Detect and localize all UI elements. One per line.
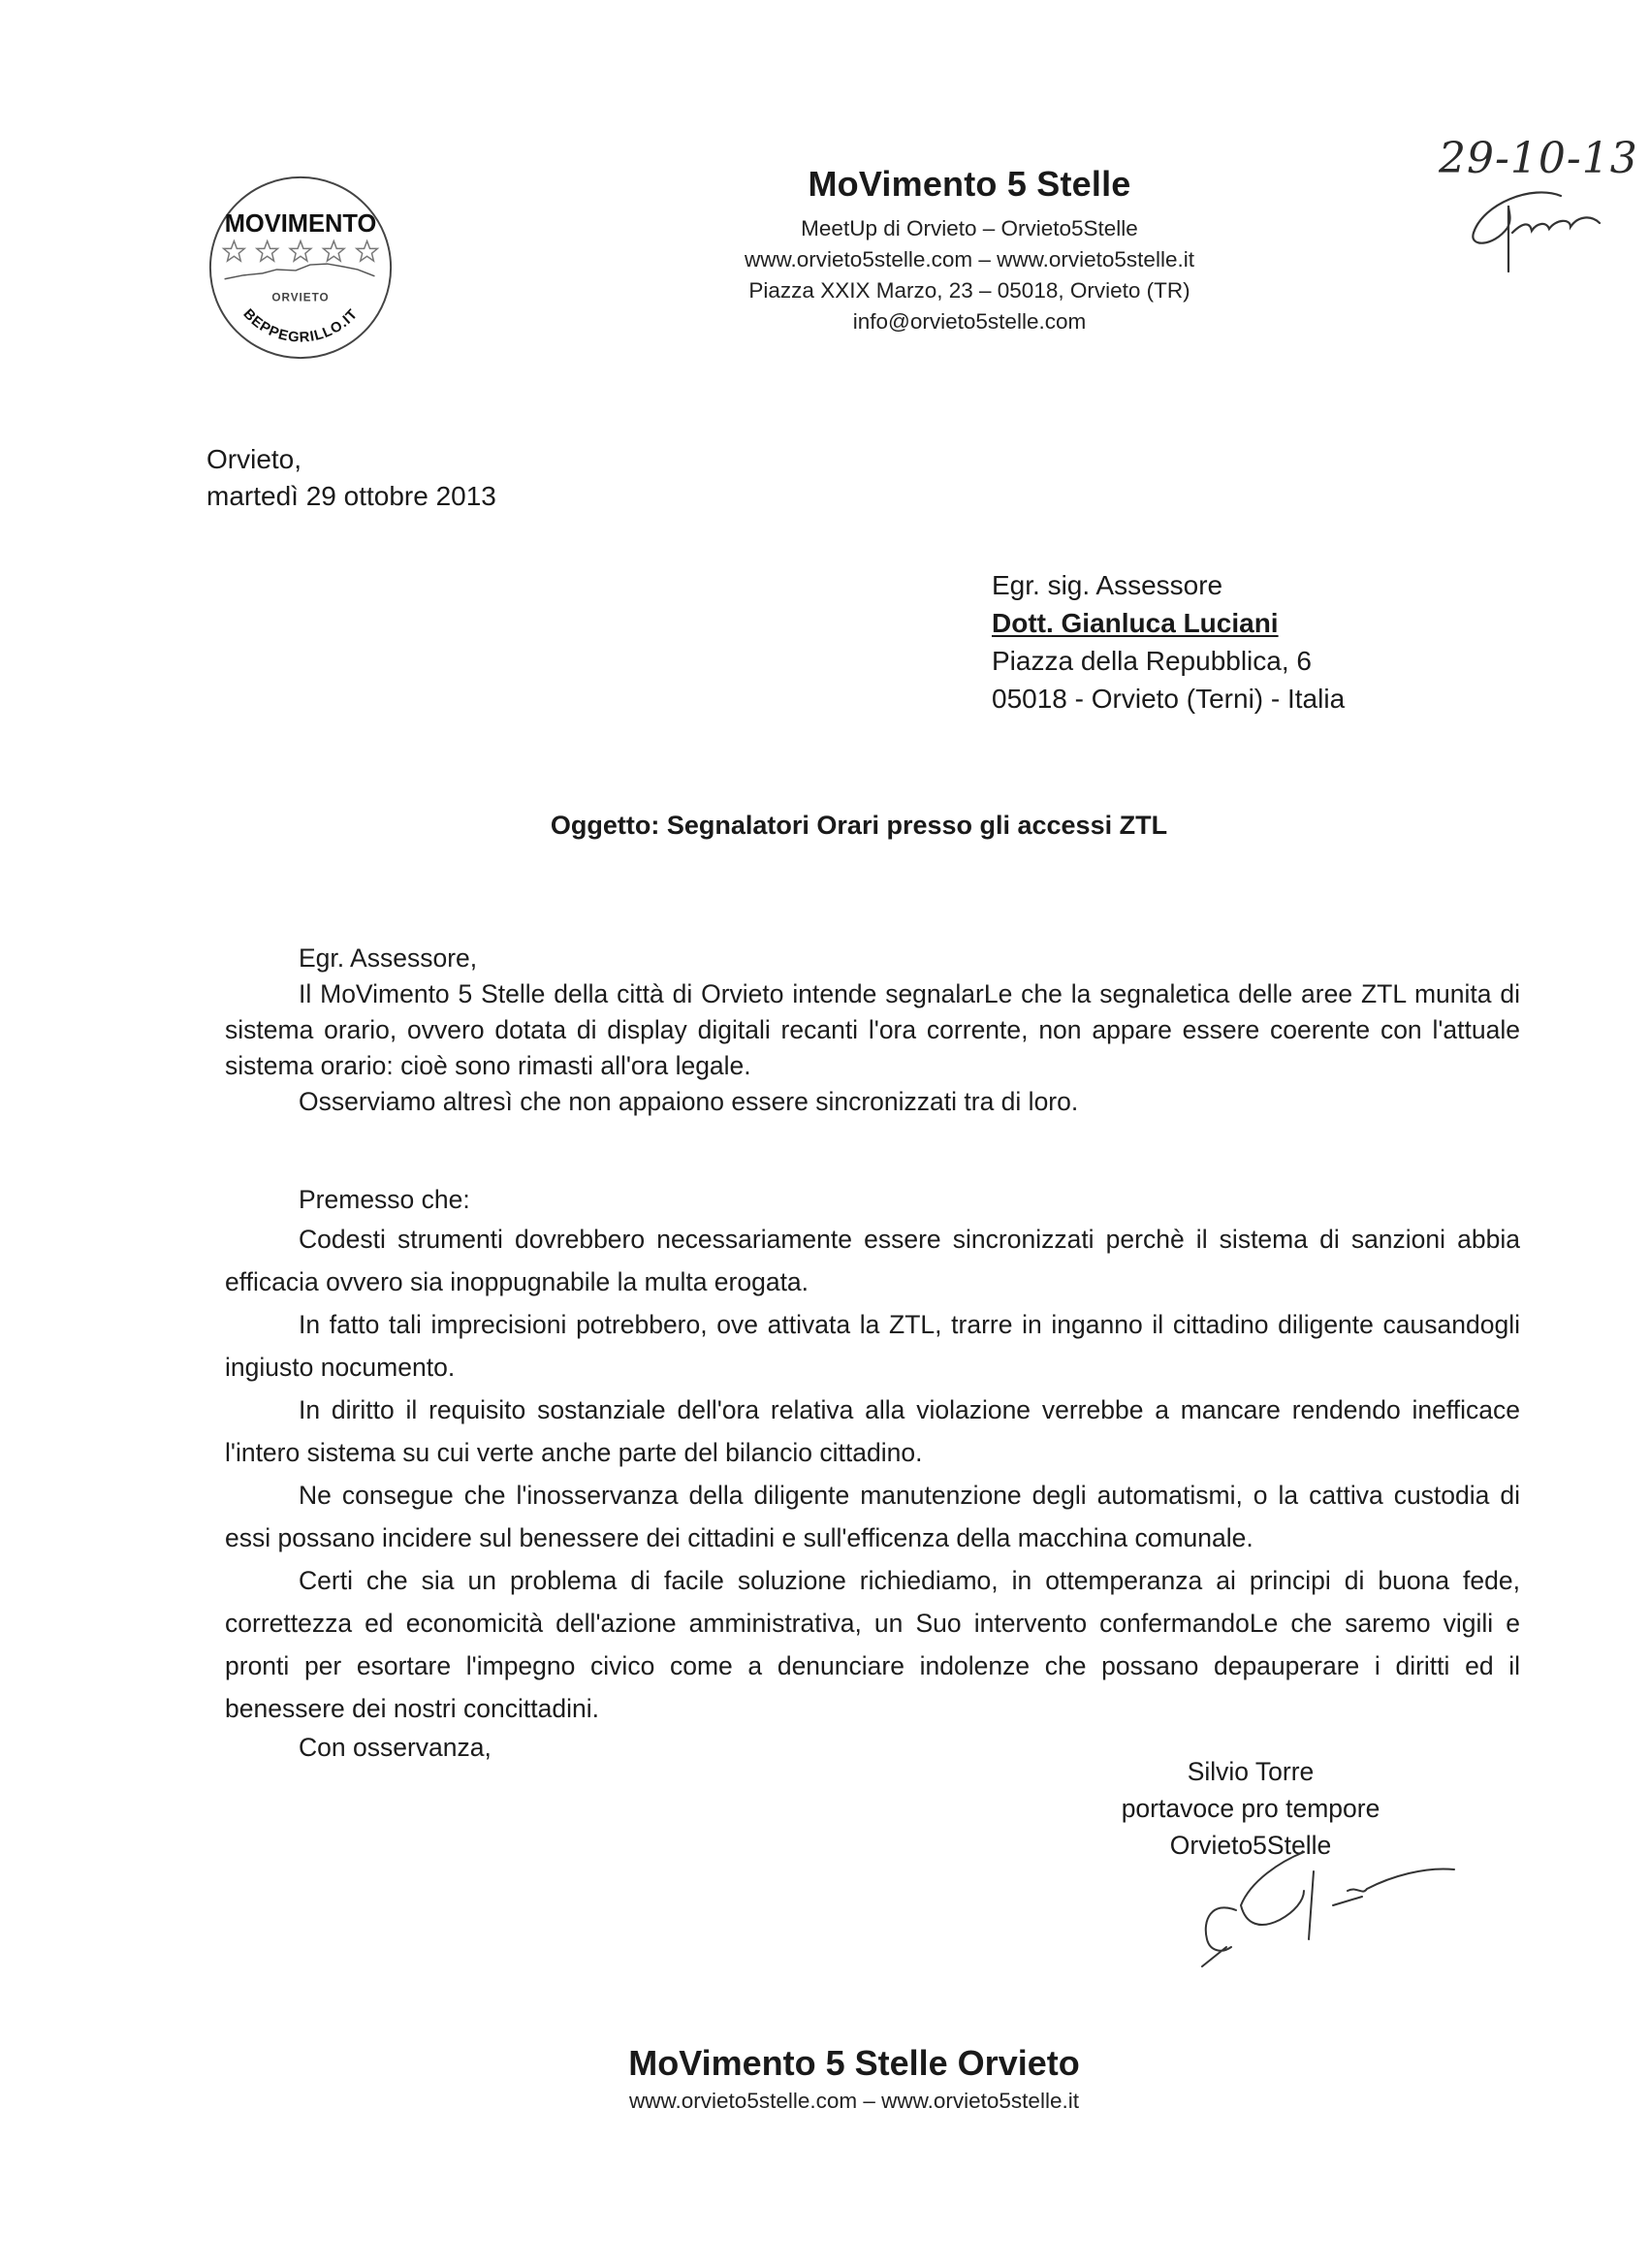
letterhead-org-name: MoVimento 5 Stelle xyxy=(808,164,1131,204)
logo-wordmark: MOVIMENTO xyxy=(224,209,377,238)
letter-subject: Oggetto: Segnalatori Orari presso gli accessi ZTL xyxy=(550,811,1168,840)
letter-footer xyxy=(0,2042,1650,2118)
letterhead-websites: www.orvieto5stelle.com – www.orvieto5stelle.it xyxy=(745,247,1194,272)
footer-org-name: MoVimento 5 Stelle Orvieto xyxy=(628,2043,1080,2083)
footer-websites: www.orvieto5stelle.com – www.orvieto5stelle.it xyxy=(629,2089,1079,2113)
recipient-block xyxy=(992,566,1345,718)
date: martedì 29 ottobre 2013 xyxy=(206,481,496,511)
paragraph-gap xyxy=(225,1120,1520,1182)
letterhead xyxy=(630,165,1309,337)
logo-city: ORVIETO xyxy=(271,291,330,304)
handwritten-received-stamp xyxy=(1415,126,1648,281)
signer-role: portavoce pro tempore xyxy=(1121,1794,1380,1823)
logo-emblem-icon xyxy=(206,173,396,363)
paragraph-2: Osserviamo altresì che non appaiono essere sincronizzati tra di loro. xyxy=(299,1087,1079,1116)
paragraph-7: Certi che sia un problema di facile soluzione richiediamo, in ottemperanza ai principi di buona fede, correttezza ed economicità dell'azione amministrativa, un Suo intervento confermandoLe che saremo vigili e pronti per esortare l'impegno civico come a denunciare indolenze che possano depauperare i diritti ed il benessere dei nostri concittadini. xyxy=(225,1566,1520,1723)
paragraph-4: In fatto tali imprecisioni potrebbero, ove attivata la ZTL, trarre in inganno il cittadino diligente causandogli ingiusto nocumento. xyxy=(225,1310,1520,1382)
paragraph-3: Codesti strumenti dovrebbero necessariamente essere sincronizzati perchè il sistema di sanzioni abbia efficacia ovvero sia inoppugnabile la multa erogata. xyxy=(225,1225,1520,1296)
closing: Con osservanza, xyxy=(299,1733,492,1762)
greeting: Egr. Assessore, xyxy=(299,943,478,973)
logo-stars-icon xyxy=(224,241,378,262)
recipient-address-line2: 05018 - Orvieto (Terni) - Italia xyxy=(992,684,1346,714)
recipient-name: Dott. Gianluca Luciani xyxy=(992,608,1279,638)
recipient-salutation: Egr. sig. Assessore xyxy=(992,570,1223,600)
signature-scribble-icon xyxy=(1144,1833,1474,1978)
handwritten-date: 29-10-13 xyxy=(1439,134,1638,183)
signer-group: Orvieto5Stelle xyxy=(1169,1831,1332,1860)
letterhead-email: info@orvieto5stelle.com xyxy=(852,309,1087,334)
handwritten-signature xyxy=(1144,1833,1474,1978)
movement-logo xyxy=(206,173,396,363)
recipient-address-line1: Piazza della Repubblica, 6 xyxy=(992,646,1312,676)
letter-body xyxy=(225,941,1520,1766)
paragraph-6: Ne consegue che l'inosservanza della diligente manutenzione degli automatismi, o la cattiva custodia di essi possano incidere sul benessere dei cittadini e sull'efficenza della macchina comunale. xyxy=(225,1481,1520,1552)
paragraph-5: In diritto il requisito sostanziale dell'ora relativa alla violazione verrebbe a mancare rendendo inefficace l'intero sistema su cui verte anche parte del bilancio cittadino. xyxy=(225,1395,1520,1467)
paragraph-1: Il MoVimento 5 Stelle della città di Orvieto intende segnalarLe che la segnaletica delle aree ZTL munita di sistema orario, ovvero dotata di display digitali recanti l'ora corrente, non appare essere coerente con l'attuale sistema orario: cioè sono rimasti all'ora legale. xyxy=(225,979,1520,1080)
letterhead-meetup: MeetUp di Orvieto – Orvieto5Stelle xyxy=(801,216,1138,240)
signer-name: Silvio Torre xyxy=(1187,1757,1315,1786)
place: Orvieto, xyxy=(206,444,302,474)
svg-text:BEPPEGRILLO.IT xyxy=(239,306,361,346)
letterhead-address: Piazza XXIX Marzo, 23 – 05018, Orvieto (TR) xyxy=(748,278,1190,303)
logo-skyline-icon xyxy=(225,264,375,279)
logo-ring-text: BEPPEGRILLO.IT xyxy=(239,305,362,346)
premise-heading: Premesso che: xyxy=(299,1185,470,1214)
place-and-date xyxy=(206,441,496,515)
